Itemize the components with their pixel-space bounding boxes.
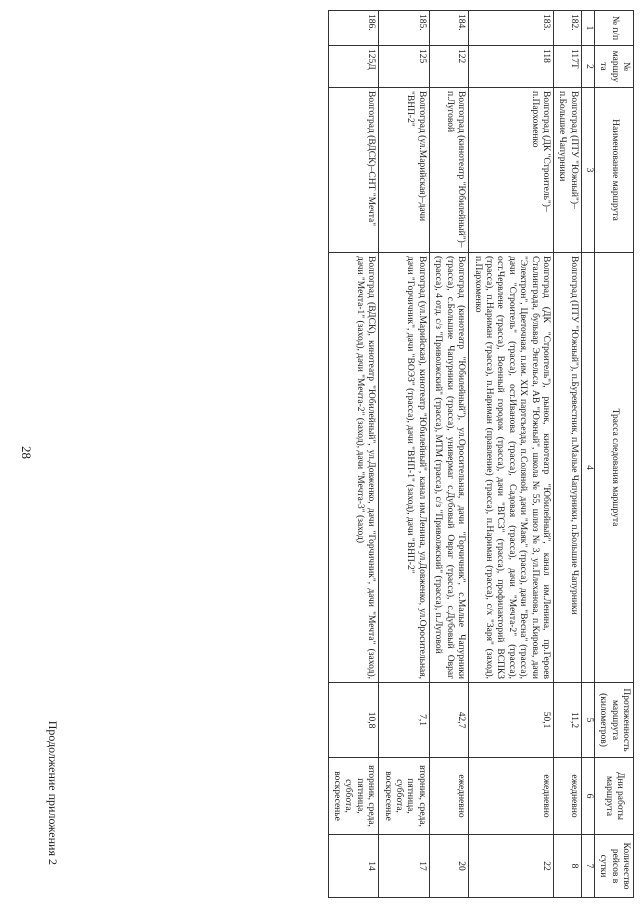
column-number-row (581, 11, 594, 898)
column-number: 5 (581, 683, 594, 758)
route-trips: 14 (328, 835, 379, 898)
row-number: 182. (553, 11, 581, 46)
table-row (379, 11, 430, 898)
route-name: Волгоград (ПТУ "Южный")–п.Большие Чапурники (553, 88, 581, 253)
route-name: Волгоград (ул.Марийская)–дачи "ВНП-2" (379, 88, 430, 253)
table-row (429, 11, 468, 898)
route-length: 42,7 (429, 683, 468, 758)
header-route-path: Трасса следования маршрута (594, 253, 633, 683)
header-trips: Количество рейсов в сутки (594, 835, 633, 898)
route-trips: 8 (553, 835, 581, 898)
header-route-no: № маршрута (594, 46, 633, 88)
header-no: № п/п (594, 11, 633, 46)
column-number: 6 (581, 758, 594, 835)
routes-table (328, 10, 634, 898)
route-length: 11,2 (553, 683, 581, 758)
route-trips: 17 (379, 835, 430, 898)
route-days: ежедневно (553, 758, 581, 835)
table-row (469, 11, 554, 898)
column-number: 2 (581, 46, 594, 88)
route-trips: 20 (429, 835, 468, 898)
route-length: 7,1 (379, 683, 430, 758)
table-row (553, 11, 581, 898)
route-name: Волгоград (ВДСК)–СНТ "Мечта" (328, 88, 379, 253)
route-number: 125 (379, 46, 430, 88)
route-length: 10,8 (328, 683, 379, 758)
route-number: 118 (469, 46, 554, 88)
route-length: 50,1 (469, 683, 554, 758)
route-trips: 22 (469, 835, 554, 898)
route-number: 117Т (553, 46, 581, 88)
header-length: Протяженность маршрута (километров) (594, 683, 633, 758)
column-number: 4 (581, 253, 594, 683)
route-name: Волгоград (кинотеатр "Юбилейный")–п.Луговой (429, 88, 468, 253)
route-number: 122 (429, 46, 468, 88)
row-number: 184. (429, 11, 468, 46)
route-path: Волгоград (кинотеатр "Юбилейный"), ул.Оросительная, дачи "Горчичник", с.Малые Чапурники (трасса), с.Большие Чапурники (трасса), универмаг с.Дубовый Овраг (трасса), с.Дубовый Овраг (трасса), 4 отд. с/з "Приволжский" (трасса), МТМ (трасса), с/з "Приволжский" (трасса), п.Луговой (429, 253, 468, 683)
route-path: Волгоград (ул.Марийская), кинотеатр "Юбилейный", канал им.Ленина, ул.Довженко, ул.Оросительная, дачи "Горчичник", дачи "ВОЭЗ" (трасса), дачи "ВНП-1" (заход), дачи "ВНП-2" (379, 253, 430, 683)
column-number: 1 (581, 11, 594, 46)
continuation-label: Продолжение приложения 2 (46, 720, 60, 865)
column-number: 3 (581, 88, 594, 253)
header-days: Дни работы маршрута (594, 758, 633, 835)
row-number: 186. (328, 11, 379, 46)
row-number: 183. (469, 11, 554, 46)
route-path: Волгоград (ПТУ "Южный"), п.Буревестник, п.Малые Чапурники, п.Большие Чапурники (553, 253, 581, 683)
header-route-name: Наименование маршрута (594, 88, 633, 253)
table-header-row (594, 11, 633, 898)
route-number: 125Д (328, 46, 379, 88)
route-days: ежедневно (469, 758, 554, 835)
route-path: Волгоград (ДК "Строитель"), рынок, кинотеатр "Юбилейный", канал им.Ленина, пр.Героев Сталинграда, бульвар Энгельса, АВ "Южный", школа № 55, шлюз № 3, ул.Плеханова, п.Кирова, дачи "Электрон", Цветочная, п.им. XIX партсъезда, п.Соляной, дачи "Маяк" (трасса), дачи "Весна" (трасса), дачи "Строитель" (трасса), ост.Иванова (трасса), Садовая (трасса), дачи "Мечта-2" (трасса), ост.Червлене (трасса), Военный городок (трасса), дачи "ВГСЗ" (трасса), профилакторий ВСПКЗ (трасса), п.Нариман (трасса), п.Нариман (правление) (трасса), п.Нариман (трасса), с/х "Заря" (заход), п.Пархоменко (469, 253, 554, 683)
route-name: Волгоград (ДК "Строитель")–п.Пархоменко (469, 88, 554, 253)
route-path: Волгоград (ВДСК), кинотеатр "Юбилейный", ул.Довженко, дачи "Горчичник", дачи "Мечта" (заход), дачи "Мечта-1" (заход), дачи "Мечта-2" (заход), дачи "Мечта-3" (заход) (328, 253, 379, 683)
page-number: 28 (19, 446, 34, 459)
route-days: вторник, среда, пятница, суббота, воскресенье (328, 758, 379, 835)
route-days: ежедневно (429, 758, 468, 835)
table-row (328, 11, 379, 898)
row-number: 185. (379, 11, 430, 46)
column-number: 7 (581, 835, 594, 898)
route-days: вторник, среда, пятница, суббота, воскресенье (379, 758, 430, 835)
